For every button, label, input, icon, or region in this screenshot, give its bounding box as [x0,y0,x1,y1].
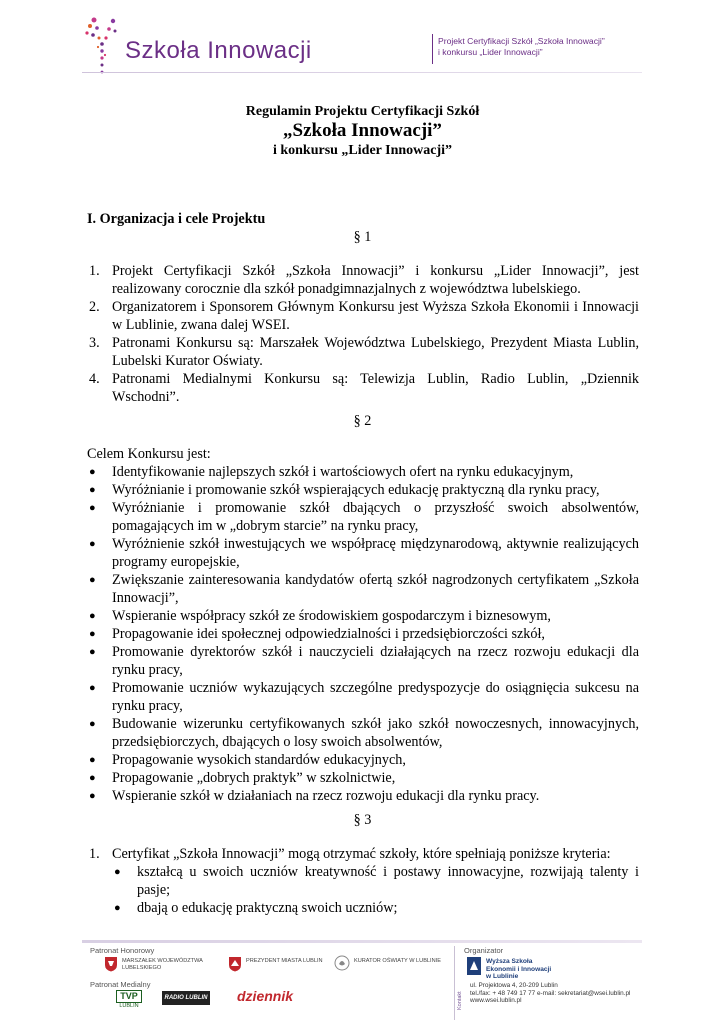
lublin-coat-of-arms-icon [228,956,242,972]
wsei-line1: Wyższa Szkoła [486,958,533,965]
kurator-emblem-icon [334,955,350,971]
goals-list [87,463,639,805]
bullet-icon: ● [114,902,121,914]
page-footer [82,940,642,1024]
bullet-icon: ● [89,772,96,784]
criteria-list [87,845,639,863]
paragraph-1-mark: § 1 [353,229,372,245]
bullet-icon: ● [89,466,96,478]
section-heading: I. Organizacja i cele Projektu [87,211,266,227]
wsei-name [486,958,551,981]
list-item: ● Wspieranie szkół w działaniach na rzecz rozwoju edukacji dla rynku pracy. [89,788,540,804]
bullet-icon: ● [89,538,96,550]
criteria-sublist [112,863,639,917]
paragraph-1-list [87,262,639,406]
list-item: ● Identyfikowanie najlepszych szkół i wartościowych ofert na rynku edukacyjnym, [89,464,574,480]
brand-name: Szkoła Innowacji [125,37,312,64]
list-item: ● Wyróżnienie szkół inwestujących we współpracę międzynarodową, aktywnie realizujących programy europejskie, [89,536,639,570]
contact-side-label: Kontakt [457,991,463,1010]
tvp-logo [116,990,142,1010]
tvp-city: LUBLIN [119,1003,139,1009]
bullet-icon: ● [89,682,96,694]
bullet-icon: ● [89,610,96,622]
lubelskie-coat-of-arms-icon [104,956,118,972]
list-item: 4. Patronami Medialnymi Konkursu są: Telewizja Lublin, Radio Lublin, „Dziennik Wschodni”. [89,371,639,405]
list-item: ● dbają o edukację praktyczną swoich uczniów; [114,900,398,916]
list-item: ● Wyróżnianie i promowanie szkół dbających o przyszłość swoich absolwentów, pomagających im w „dobrym starcie” na rynku pracy, [89,500,639,534]
list-item: ● Wyróżnianie i promowanie szkół wspierających edukację praktyczną dla rynku pracy, [89,482,600,498]
list-item: 1. Certyfikat „Szkoła Innowacji” mogą otrzymać szkoły, które spełniają poniższe kryteria: [89,846,611,862]
bullet-icon: ● [89,790,96,802]
sponsor-kurator: KURATOR OŚWIATY W LUBLINIE [354,958,441,964]
list-item: 3. Patronami Konkursu są: Marszałek Województwa Lubelskiego, Prezydent Miasta Lublin, Lubelski Kurator Oświaty. [89,335,639,369]
paragraph-3-mark: § 3 [353,812,372,828]
sponsor-marshal: MARSZAŁEK WOJEWÓDZTWA LUBELSKIEGO [122,958,203,971]
list-item: ● Promowanie dyrektorów szkół i nauczycieli działających na rzecz rozwoju edukacji dla rynku pracy, [89,644,639,678]
list-item: ● Propagowanie „dobrych praktyk” w szkolnictwie, [89,770,396,786]
header-divider [432,34,433,64]
szkola-innowacji-logo-icon [82,14,122,76]
list-item: ● Zwiększanie zainteresowania kandydatów ofertą szkół nagrodzonych certyfikatem „Szkoła Innowacji”, [89,572,639,606]
list-item: ● Promowanie uczniów wykazujących szczególne predyspozycje do osiągnięcia sukcesu na rynku pracy, [89,680,639,714]
footer-rule [82,940,642,943]
sponsor-mayor: PREZYDENT MIASTA LUBLIN [246,958,323,964]
header-project-title [438,36,605,58]
honorary-patronage-label: Patronat Honorowy [90,946,155,955]
wsei-emblem-icon [466,956,482,976]
list-item: ● Propagowanie idei społecznej odpowiedzialności i przedsiębiorczości szkół, [89,626,545,642]
header-project-line2: i konkursu „Lider Innowacji” [438,47,543,57]
organizer-label: Organizator [464,946,504,955]
bullet-icon: ● [114,866,121,878]
list-item: ● Propagowanie wysokich standardów edukacyjnych, [89,752,406,768]
bullet-icon: ● [89,646,96,658]
bullet-icon: ● [89,718,96,730]
contact-address: ul. Projektowa 4, 20-209 Lublin [470,982,558,989]
bullet-icon: ● [89,628,96,640]
wsei-line2: Ekonomii i Innowacji [486,965,552,973]
header-rule [82,72,642,73]
list-item: 2. Organizatorem i Sponsorem Głównym Konkursu jest Wyższa Szkoła Ekonomii i Innowacji w Lublinie, zwana dalej WSEI. [89,299,639,333]
list-item: ● Wspieranie współpracy szkół ze środowiskiem gospodarczym i biznesowym, [89,608,551,624]
tvp-logo-text: TVP [116,990,142,1003]
header-project-line1: Projekt Certyfikacji Szkół „Szkoła Innowacji” [438,36,605,46]
wsei-line3: w Lublinie [486,973,519,980]
footer-vertical-divider [454,946,455,1020]
radio-lublin-logo: RADIO LUBLIN [162,991,210,1005]
goal-intro: Celem Konkursu jest: [87,446,211,462]
bullet-icon: ● [89,484,96,496]
bullet-icon: ● [89,502,96,514]
list-item: 1. Projekt Certyfikacji Szkół „Szkoła Innowacji” i konkursu „Lider Innowacji”, jest realizowany corocznie dla szkół ponadgimnazjalnych z województwa lubelskiego. [89,263,639,297]
contact-block [470,982,630,1005]
contact-phone-email: tel./fax: + 48 749 17 77 e-mail: sekretariat@wsei.lublin.pl [470,989,631,997]
page-header [0,0,725,80]
doc-title-line3: i konkursu „Lider Innowacji” [272,143,453,158]
paragraph-2-mark: § 2 [353,413,372,429]
media-patronage-label: Patronat Medialny [90,980,151,989]
dziennik-logo: dziennik [237,988,294,1004]
contact-web: www.wsei.lublin.pl [470,997,522,1005]
bullet-icon: ● [89,574,96,586]
list-item: ● kształcą u swoich uczniów kreatywność i postawy innowacyjne, rozwijają talenty i pasje; [114,864,639,898]
doc-title-line2: „Szkoła Innowacji” [283,120,442,141]
doc-title-line1: Regulamin Projektu Certyfikacji Szkół [245,104,480,119]
bullet-icon: ● [89,754,96,766]
list-item: ● Budowanie wizerunku certyfikowanych szkół jako szkół nowoczesnych, innowacyjnych, przedsiębiorczych, dbających o losy swoich absolwentów, [89,716,639,750]
